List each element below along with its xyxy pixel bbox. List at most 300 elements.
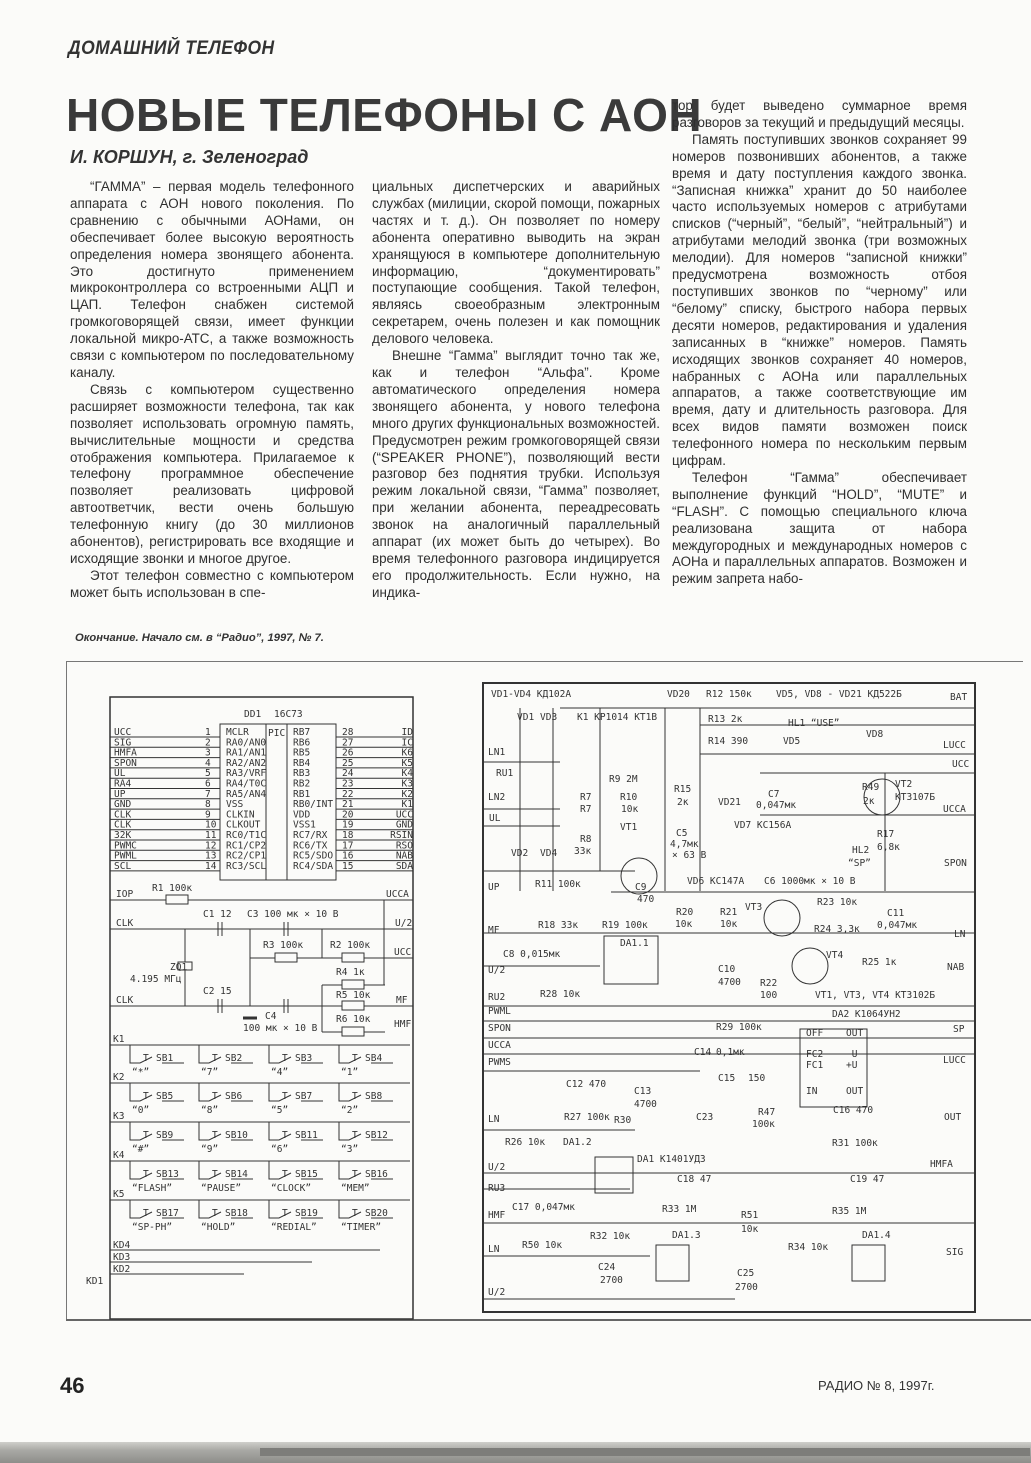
component-label: 0,047мк <box>877 920 918 931</box>
pin-function: RA0/AN0 <box>226 737 267 749</box>
component-label: R35 1М <box>832 1206 867 1217</box>
component-label: +U <box>846 1060 858 1071</box>
button-ref: SB5 <box>156 1091 174 1102</box>
button-key-label: “*” <box>132 1067 150 1078</box>
component-label: FC2 <box>806 1049 824 1060</box>
component-label: R31 100к <box>832 1138 878 1149</box>
page-number: 46 <box>60 1373 85 1398</box>
c2-label: C2 15 <box>203 986 232 997</box>
keypad-matrix <box>86 1034 410 1287</box>
component-label: R49 <box>862 782 880 793</box>
component-label: R29 100к <box>716 1022 762 1033</box>
component-label: U/2 <box>488 965 506 976</box>
net-label: CLK <box>116 918 134 929</box>
c1-label: C1 12 <box>203 909 232 920</box>
col-label: KD4 <box>113 1240 131 1251</box>
pushbutton-icon: T <box>352 1091 358 1102</box>
button-key-label: “6” <box>271 1144 289 1155</box>
button-key-label: “1” <box>341 1067 359 1078</box>
button-ref: SB1 <box>156 1053 174 1064</box>
component-label: VT2 <box>895 779 913 790</box>
pin-net: GND <box>395 819 413 831</box>
component-label: RU3 <box>488 1183 506 1194</box>
component-label: 150 <box>748 1073 766 1084</box>
component-label: VD21 <box>718 797 741 808</box>
pin-number: 19 <box>342 819 354 831</box>
pin-function: CLKOUT <box>226 819 261 831</box>
component-label: VT1 <box>620 822 638 833</box>
pin-function: RB5 <box>293 747 311 759</box>
pin-net: UCC <box>395 809 413 821</box>
component-label: -U <box>846 1049 858 1060</box>
component-label: R34 10к <box>788 1242 829 1253</box>
pin-number: 9 <box>205 809 211 821</box>
component-label: C7 <box>768 789 780 800</box>
pin-net: RSO <box>395 840 413 852</box>
component-label: C25 <box>737 1268 755 1279</box>
component-label: 470 <box>637 894 655 905</box>
net-label: UCC <box>394 947 412 958</box>
pin-net: K4 <box>401 768 413 780</box>
pin-number: 26 <box>342 747 354 759</box>
paragraph: тор будет выведено суммарное время разговоров за текущий и предыдущий месяцы. <box>672 98 967 130</box>
pin-net: SDA <box>395 860 413 872</box>
button-key-label: “#” <box>132 1144 150 1155</box>
component-label: R23 10к <box>817 897 858 908</box>
pin-function: VDD <box>293 809 311 821</box>
pin-net: ID <box>401 727 413 738</box>
button-key-label: “0” <box>132 1105 150 1116</box>
component-label: 0,047мк <box>756 800 797 811</box>
component-label: 10к <box>621 804 639 815</box>
article-title: НОВЫЕ ТЕЛЕФОНЫ С АОН <box>66 89 703 141</box>
pin-function: RC3/SCL <box>226 860 267 872</box>
pin-net: RSIN <box>390 830 413 841</box>
component-label: C5 <box>676 828 688 839</box>
component-label: R32 10к <box>590 1231 631 1242</box>
pin-function: RC1/CP2 <box>226 840 267 852</box>
pin-number: 27 <box>342 737 354 749</box>
pin-function: RC4/SDA <box>293 860 334 872</box>
component-label: R11 100к <box>535 879 581 890</box>
button-ref: SB10 <box>225 1130 248 1141</box>
paragraph: Память поступивших звонков сохраняет 99 номеров позвонивших абонентов, а также время и дату поступления каждого звонка. “Записная книжка” хранит до 50 наиболее часто используемых номеров с атрибутами списков (“черный”, “белый”, “нейтральный”) и атрибутами мелодий звонка (три возможных мелодии). Для номеров “записной книжки” предусмотрена возможность отбоя поступивших звонков по “черному” или “белому” списку, быстрого набора первых десяти номеров, редактирования и удаления записанных в “книжке” номеров. Память исходящих звонков сохраняет 40 номеров, набранных с АОНа или параллельных аппаратов, а также соответствующие им время, дату и длительность разговора. Для всех видов памяти возможен поиск телефонного номера по нескольким первым цифрам. <box>672 131 967 469</box>
component-label: VD4 <box>540 848 558 859</box>
component-label: VD1-VD4 КД102А <box>491 689 572 700</box>
pushbutton-icon: T <box>282 1053 288 1064</box>
pin-function: RA2/AN2 <box>226 757 267 769</box>
component-label: HL1 “USE” <box>788 718 840 729</box>
paragraph: Телефон “Гамма” обеспечивает выполнение функций “HOLD”, “MUTE” и “FLASH”. С помощью специального ключа реализована защита от набора междугородных и международных номеров с АОНа и параллельных аппаратов. Возможен и режим запрета набо- <box>672 469 967 587</box>
pin-net: RA4 <box>114 778 132 790</box>
button-key-label: “7” <box>201 1067 219 1078</box>
component-label: R30 <box>614 1115 632 1126</box>
pin-net: SCL <box>114 860 132 872</box>
mcu-left-pins <box>110 709 303 872</box>
component-label: VD8 <box>866 729 884 740</box>
component-label: R9 2М <box>609 774 638 785</box>
component-label: U/2 <box>488 1287 506 1298</box>
pin-net: SPON <box>114 757 137 769</box>
component-label: VT1, VT3, VT4 КТ3102Б <box>815 990 936 1001</box>
pin-function: RC7/RX <box>293 830 328 841</box>
component-label: C19 47 <box>850 1174 885 1185</box>
component-label: C10 <box>718 964 736 975</box>
component-label: VD6 КС147А <box>687 876 745 887</box>
pin-number: 23 <box>342 778 354 790</box>
component-label: R33 1М <box>662 1204 697 1215</box>
component-label: 33к <box>574 846 592 857</box>
component-label: R13 2к <box>708 714 743 725</box>
zq1-label: ZQ1 <box>170 962 188 973</box>
pin-function: RB3 <box>293 768 311 780</box>
component-label: 4700 <box>634 1099 657 1110</box>
pushbutton-icon: T <box>143 1091 149 1102</box>
component-label: 2700 <box>735 1282 758 1293</box>
pin-net: CLK <box>114 809 132 821</box>
component-label: SIG <box>946 1247 964 1258</box>
button-ref: SB14 <box>225 1169 248 1180</box>
button-ref: SB19 <box>295 1208 318 1219</box>
component-label: C8 0,015мк <box>503 949 561 960</box>
button-key-label: “SP-PH” <box>132 1222 173 1233</box>
component-label: R27 100к <box>564 1112 610 1123</box>
component-label: LN <box>488 1114 500 1125</box>
component-label: OUT <box>944 1112 962 1123</box>
pin-number: 28 <box>342 727 354 738</box>
component-label: R50 10к <box>522 1240 563 1251</box>
component-label: 10к <box>675 919 693 930</box>
right-panel-labels <box>488 689 969 1298</box>
pin-net: HMFA <box>114 747 137 759</box>
component-label: C6 1000мк × 10 В <box>764 876 856 887</box>
pin-net: GND <box>114 799 132 811</box>
pin-function: MCLR <box>226 727 249 738</box>
component-label: DA1.3 <box>672 1230 701 1241</box>
component-label: VD20 <box>667 689 690 700</box>
button-ref: SB12 <box>365 1130 388 1141</box>
c4-label: C4 <box>265 1011 277 1022</box>
component-label: VD7 КС156А <box>734 820 792 831</box>
component-label: 10к <box>741 1224 759 1235</box>
component-label: C9 <box>635 882 647 893</box>
component-label: R7 <box>580 792 592 803</box>
component-label: R47 <box>758 1107 776 1118</box>
component-label: LN1 <box>488 747 506 758</box>
pin-number: 2 <box>205 737 211 749</box>
component-label: HL2 <box>852 845 870 856</box>
component-label: OFF <box>806 1028 824 1039</box>
pushbutton-icon: T <box>212 1169 218 1180</box>
component-label: VD1 <box>517 712 535 723</box>
pin-number: 3 <box>205 747 211 759</box>
pin-net: UCC <box>114 727 132 738</box>
pin-net: CLK <box>114 819 132 831</box>
pushbutton-icon: T <box>143 1130 149 1141</box>
component-label: UL <box>489 813 501 824</box>
c4-value: 100 мк × 10 В <box>243 1023 318 1034</box>
pushbutton-icon: T <box>352 1169 358 1180</box>
row-label: K4 <box>113 1150 125 1161</box>
component-label: R7 <box>580 804 592 815</box>
continuation-note: Окончание. Начало см. в “Радио”, 1997, № 7. <box>75 632 324 644</box>
pushbutton-icon: T <box>352 1208 358 1219</box>
component-label: C24 <box>598 1262 616 1273</box>
component-label: 4,7мк <box>670 839 699 850</box>
scan-edge <box>0 1442 1031 1463</box>
component-label: R15 <box>674 784 692 795</box>
pin-function: RC2/CP1 <box>226 850 267 862</box>
net-label: UCCA <box>386 889 409 900</box>
pin-number: 5 <box>205 768 211 780</box>
pushbutton-icon: T <box>143 1053 149 1064</box>
button-key-label: “TIMER” <box>341 1222 382 1233</box>
pin-function: RC5/SDO <box>293 850 334 862</box>
component-label: × 63 В <box>672 850 707 861</box>
pin-number: 18 <box>342 830 354 841</box>
pin-number: 13 <box>205 850 217 862</box>
r6-label: R6 10к <box>336 1014 371 1025</box>
pin-net: 32K <box>114 830 132 841</box>
pin-function: VSS1 <box>293 819 316 831</box>
component-label: VD5, VD8 - VD21 КД522Б <box>776 689 902 700</box>
component-label: 100 <box>760 990 778 1001</box>
pin-function: RB7 <box>293 727 311 738</box>
component-label: 10к <box>720 919 738 930</box>
row-label: K3 <box>113 1111 125 1122</box>
pin-net: K3 <box>401 778 413 790</box>
r4-label: R4 1к <box>336 967 365 978</box>
component-label: LN <box>954 929 966 940</box>
button-ref: SB13 <box>156 1169 179 1180</box>
pin-function: VSS <box>226 799 244 811</box>
component-label: R28 10к <box>540 989 581 1000</box>
component-label: SPON <box>488 1023 511 1034</box>
component-label: OUT <box>846 1028 864 1039</box>
component-label: VD3 <box>540 712 558 723</box>
component-label: C12 470 <box>566 1079 607 1090</box>
component-label: C18 47 <box>677 1174 712 1185</box>
pin-number: 8 <box>205 799 211 811</box>
button-ref: SB6 <box>225 1091 243 1102</box>
component-label: R24 3,3к <box>814 924 860 935</box>
pin-net: K6 <box>401 747 413 759</box>
component-label: R14 390 <box>708 736 749 747</box>
button-key-label: “9” <box>201 1144 219 1155</box>
component-label: SP <box>953 1024 965 1035</box>
article-author: И. КОРШУН, г. Зеленоград <box>70 147 309 167</box>
component-label: DA1.4 <box>862 1230 891 1241</box>
component-label: R8 <box>580 834 592 845</box>
paragraph: Этот телефон совместно с компьютером может быть использован в спе- <box>70 567 354 600</box>
component-label: R18 33к <box>538 920 579 931</box>
net-label: MF <box>396 995 408 1006</box>
pin-function: RB4 <box>293 757 311 769</box>
component-label: R20 <box>676 907 694 918</box>
paragraph: циальных диспетчерских и аварийных службах (милиции, скорой помощи, пожарных частях и т. д.). Он позволяет по номеру абонента оперативно выводить на экран хранящуюся в компьютере дополнительную информацию, “документировать” поступающие сообщения. Такой телефон, являясь своеобразным электронным секретарем, очень полезен и как помощник делового человека. <box>372 179 660 347</box>
component-label: КТ3107Б <box>895 792 936 803</box>
component-label: C17 0,047мк <box>512 1202 575 1213</box>
row-label: K1 <box>113 1034 125 1045</box>
component-label: HMF <box>488 1210 506 1221</box>
row-label: K2 <box>113 1072 125 1083</box>
button-ref: SB7 <box>295 1091 313 1102</box>
component-label: DA1 К1401УД3 <box>637 1154 706 1165</box>
pin-function: RA4/T0C <box>226 778 267 790</box>
pin-number: 10 <box>205 819 217 831</box>
component-label: C11 <box>887 908 905 919</box>
button-ref: SB11 <box>295 1130 318 1141</box>
button-key-label: “REDIAL” <box>271 1222 317 1233</box>
pushbutton-icon: T <box>212 1091 218 1102</box>
component-label: 100к <box>752 1119 775 1130</box>
mcu-part: 16C73 <box>274 709 303 720</box>
component-label: BAT <box>950 692 968 703</box>
button-key-label: “4” <box>271 1067 289 1078</box>
button-key-label: “3” <box>341 1144 359 1155</box>
component-label: R51 <box>741 1210 759 1221</box>
button-key-label: “8” <box>201 1105 219 1116</box>
pin-number: 11 <box>205 830 217 841</box>
button-ref: SB18 <box>225 1208 248 1219</box>
component-label: MF <box>488 925 500 936</box>
component-label: FC1 <box>806 1060 824 1071</box>
button-key-label: “FLASH” <box>132 1183 173 1194</box>
pin-number: 1 <box>205 727 211 738</box>
component-label: DA1.1 <box>620 938 649 949</box>
mcu-right-pins <box>293 727 413 872</box>
button-key-label: “2” <box>341 1105 359 1116</box>
component-label: DA2 К1064УН2 <box>832 1009 901 1020</box>
component-label: PWML <box>488 1006 511 1017</box>
pin-net: K2 <box>401 788 413 800</box>
pin-function: RB2 <box>293 778 311 790</box>
button-key-label: “5” <box>271 1105 289 1116</box>
component-label: U/2 <box>488 1162 506 1173</box>
component-label: LN2 <box>488 792 506 803</box>
r3-label: R3 100к <box>263 940 304 951</box>
component-label: R10 <box>620 792 638 803</box>
component-label: NAB <box>947 962 965 973</box>
component-label: VD5 <box>783 736 801 747</box>
component-label: R12 150к <box>706 689 752 700</box>
component-label: K1 КР1014 КТ1В <box>577 712 658 723</box>
component-label: IN <box>806 1086 818 1097</box>
component-label: R19 100к <box>602 920 648 931</box>
component-label: PWMS <box>488 1057 511 1068</box>
net-label: CLK <box>116 995 134 1006</box>
component-label: C23 <box>696 1112 714 1123</box>
component-label: 2к <box>863 796 875 807</box>
col-label: KD1 <box>86 1276 104 1287</box>
button-ref: SB9 <box>156 1130 174 1141</box>
pin-function: RA1/AN1 <box>226 747 267 759</box>
pin-number: 17 <box>342 840 354 852</box>
pin-function: RA5/AN4 <box>226 788 267 800</box>
component-label: UP <box>488 882 500 893</box>
pin-function: RB1 <box>293 788 311 800</box>
issue-info: РАДИО № 8, 1997г. <box>818 1378 935 1393</box>
net-label: IOP <box>116 889 134 900</box>
pin-number: 6 <box>205 778 211 790</box>
net-label: HMF <box>394 1019 412 1030</box>
component-label: DA1.2 <box>563 1137 592 1148</box>
pin-function: RC0/T1C <box>226 830 267 841</box>
mcu-ref: DD1 <box>244 709 262 720</box>
col-label: KD2 <box>113 1264 131 1275</box>
button-ref: SB15 <box>295 1169 318 1180</box>
component-label: C15 <box>718 1073 736 1084</box>
component-label: VD2 <box>511 848 529 859</box>
component-label: UCC <box>952 759 970 770</box>
pushbutton-icon: T <box>282 1091 288 1102</box>
pushbutton-icon: T <box>212 1053 218 1064</box>
r2-label: R2 100к <box>330 940 371 951</box>
pin-number: 4 <box>205 757 211 769</box>
c3-label: C3 100 мк × 10 В <box>247 909 339 920</box>
mcu-core: PIC <box>268 728 286 739</box>
r5-label: R5 10к <box>336 990 371 1001</box>
component-label: C16 470 <box>833 1105 874 1116</box>
button-ref: SB20 <box>365 1208 388 1219</box>
button-ref: SB4 <box>365 1053 383 1064</box>
component-label: UCCA <box>488 1040 511 1051</box>
pin-net: SIG <box>114 737 132 749</box>
component-label: UCCA <box>943 804 966 815</box>
component-label: RU2 <box>488 992 506 1003</box>
zq1-freq: 4.195 МГц <box>130 974 182 985</box>
component-label: LUCC <box>943 740 966 751</box>
component-label: “SP” <box>848 858 871 869</box>
pushbutton-icon: T <box>282 1130 288 1141</box>
pin-number: 24 <box>342 768 354 780</box>
pin-net: PWML <box>114 850 137 862</box>
pushbutton-icon: T <box>352 1130 358 1141</box>
component-label: VT4 <box>826 950 844 961</box>
button-ref: SB8 <box>365 1091 383 1102</box>
button-key-label: “CLOCK” <box>271 1183 312 1194</box>
button-key-label: “PAUSE” <box>201 1183 242 1194</box>
section-rubric: ДОМАШНИЙ ТЕЛЕФОН <box>68 38 275 59</box>
component-label: SPON <box>944 858 967 869</box>
pin-number: 25 <box>342 757 354 769</box>
pin-number: 14 <box>205 860 217 872</box>
net-label: U/2 <box>395 918 413 929</box>
pin-function: RC6/TX <box>293 840 328 852</box>
button-key-label: “HOLD” <box>201 1222 236 1233</box>
row-label: K5 <box>113 1189 125 1200</box>
pushbutton-icon: T <box>282 1169 288 1180</box>
pushbutton-icon: T <box>212 1130 218 1141</box>
button-key-label: “MEM” <box>341 1183 370 1194</box>
pin-net: K5 <box>401 757 413 769</box>
pin-function: RA3/VRF <box>226 768 267 780</box>
pin-function: CLKIN <box>226 809 255 821</box>
r1-label: R1 100к <box>152 883 193 894</box>
component-label: 0,1мк <box>716 1047 745 1058</box>
component-label: VT3 <box>745 902 763 913</box>
component-label: HMFA <box>930 1159 953 1170</box>
pushbutton-icon: T <box>352 1053 358 1064</box>
paragraph: “ГАММА” – первая модель телефонного аппарата с АОН нового поколения. По сравнению с обычными АОНами, он обеспечивает более высокую вероятность определения номера звонящего абонента. Это достигнуто применением микроконтроллера со встроенными АЦП и ЦАП. Телефон снабжен системой громкоговорящей связи, имеет функции локальной микро-АТС, а также возможность связи с компьютером по последовательному каналу. <box>70 179 354 380</box>
pin-function: RB6 <box>293 737 311 749</box>
component-label: 2700 <box>600 1275 623 1286</box>
pin-function: RB0/INT <box>293 799 334 811</box>
col-label: KD3 <box>113 1252 131 1263</box>
pushbutton-icon: T <box>143 1208 149 1219</box>
component-label: OUT <box>846 1086 864 1097</box>
pin-net: NAB <box>395 850 413 862</box>
